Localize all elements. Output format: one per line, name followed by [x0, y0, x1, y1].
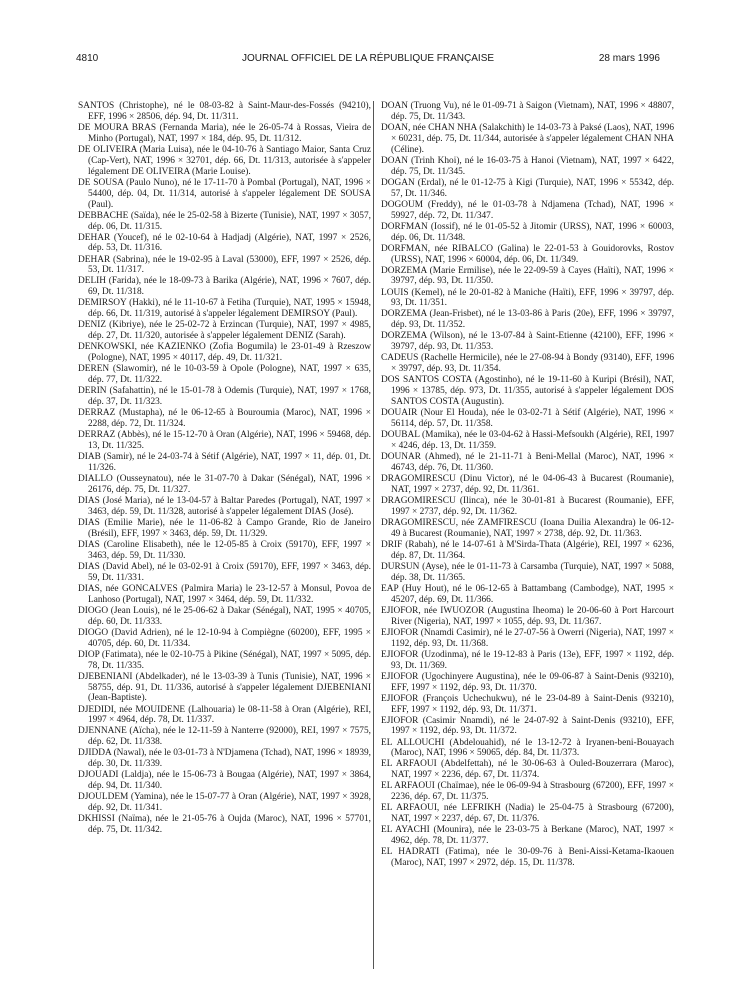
naturalization-entry: DORZEMA (Wilson), né le 13-07-84 à Saint-Etienne (42100), EFF, 1996 × 39797, dép. 93, Dt. 11/353.: [381, 331, 674, 353]
naturalization-entry: DE OLIVEIRA (Maria Luisa), née le 04-10-76 à Santiago Maior, Santa Cruz (Cap-Vert), NAT, 1996 × 32701, dép. 66, Dt. 11/313, autorisée à s'appeler légalement DE OLIVEIRA (Marie Louise).: [78, 144, 371, 177]
naturalization-entry: DEHAR (Youcef), né le 02-10-64 à Hadjadj (Algérie), NAT, 1997 × 2526, dép. 53, Dt. 11/316.: [78, 232, 371, 254]
naturalization-entry: DOS SANTOS COSTA (Agostinho), né le 19-11-60 à Kuripi (Brésil), NAT, 1996 × 13785, dép. 973, Dt. 11/355, autorisé à s'appeler légalement DOS SANTOS COSTA (Augustin).: [381, 375, 674, 408]
naturalization-entry: DIAS (José Maria), né le 13-04-57 à Baltar Paredes (Portugal), NAT, 1997 × 3463, dép. 59, Dt. 11/328, autorisé à s'appeler légalement DIAS (José).: [78, 496, 371, 517]
naturalization-entry: DURSUN (Ayse), née le 01-11-73 à Carsamba (Turquie), NAT, 1997 × 5088, dép. 38, Dt. 11/365.: [381, 561, 674, 583]
naturalization-entry: EL ALLOUCHI (Abdelouahid), né le 13-12-72 à Iryanen-beni-Bouayach (Maroc), NAT, 1996 × 59065, dép. 84, Dt. 11/373.: [381, 737, 674, 759]
naturalization-entry: DENKOWSKI, née KAZIENKO (Zofia Bogumila) le 23-01-49 à Rzeszow (Pologne), NAT, 1995 × 40117, dép. 49, Dt. 11/321.: [78, 342, 371, 364]
naturalization-entry: LOUIS (Kemel), né le 20-01-82 à Maniche (Haïti), EFF, 1996 × 39797, dép. 93, Dt. 11/351.: [381, 287, 674, 309]
naturalization-entry: EJIOFOR (François Uchechukwu), né le 23-04-89 à Saint-Denis (93210), EFF, 1997 × 1192, dép. 93, Dt. 11/371.: [381, 693, 674, 715]
naturalization-entry: DERIN (Safahattin), né le 15-01-78 à Odemis (Turquie), NAT, 1997 × 1768, dép. 37, Dt. 11/323.: [78, 386, 371, 408]
naturalization-entry: DIOP (Fatimata), née le 02-10-75 à Pikine (Sénégal), NAT, 1997 × 5095, dép. 78, Dt. 11/335.: [78, 649, 371, 671]
naturalization-entry: DIAS (Caroline Elisabeth), née le 12-05-85 à Croix (59170), EFF, 1997 × 3463, dép. 59, Dt. 11/330.: [78, 539, 371, 561]
naturalization-entry: DRAGOMIRESCU, née ZAMFIRESCU (Ioana Duilia Alexandra) le 06-12-49 à Bucarest (Roumanie), NAT, 1997 × 2738, dép. 92, Dt. 11/363.: [381, 517, 674, 539]
naturalization-entry: EJIOFOR, née IWUOZOR (Augustina Iheoma) le 20-06-60 à Port Harcourt River (Nigeria), NAT, 1997 × 1055, dép. 93, Dt. 11/367.: [381, 605, 674, 627]
naturalization-entry: DE MOURA BRAS (Fernanda Maria), née le 26-05-74 à Rossas, Vieira de Minho (Portugal), NAT, 1997 × 184, dép. 95, Dt. 11/312.: [78, 122, 371, 144]
naturalization-entry: DOGAN (Erdal), né le 01-12-75 à Kigi (Turquie), NAT, 1996 × 55342, dép. 57, Dt. 11/346.: [381, 177, 674, 199]
naturalization-entry: EL ARFAOUI, née LEFRIKH (Nadia) le 25-04-75 à Strasbourg (67200), NAT, 1997 × 2237, dép. 67, Dt. 11/376.: [381, 803, 674, 825]
naturalization-entry: EL ARFAOUI (Chaïmae), née le 06-09-94 à Strasbourg (67200), EFF, 1997 × 2236, dép. 67, Dt. 11/375.: [381, 781, 674, 803]
naturalization-entry: DIAS (Emilie Marie), née le 11-06-82 à Campo Grande, Rio de Janeiro (Brésil), EFF, 1997 × 3463, dép. 59, Dt. 11/329.: [78, 517, 371, 539]
naturalization-entry: DERRAZ (Mustapha), né le 06-12-65 à Bouroumia (Maroc), NAT, 1996 × 2288, dép. 72, Dt. 11/324.: [78, 408, 371, 430]
naturalization-entry: DORZEMA (Jean-Frisbet), né le 13-03-86 à Paris (20e), EFF, 1996 × 39797, dép. 93, Dt. 11/352.: [381, 309, 674, 331]
naturalization-entry: DORZEMA (Marie Ermilise), née le 22-09-59 à Cayes (Haïti), NAT, 1996 × 39797, dép. 93, Dt. 11/350.: [381, 265, 674, 287]
naturalization-entry: DIAB (Samir), né le 24-03-74 à Sétif (Algérie), NAT, 1997 × 11, dép. 01, Dt. 11/326.: [78, 452, 371, 474]
naturalization-entry: DOUBAL (Mamika), née le 03-04-62 à Hassi-Mefsoukh (Algérie), REI, 1997 × 4246, dép. 13, Dt. 11/359.: [381, 430, 674, 452]
naturalization-entry: DJOULDEM (Yamina), née le 15-07-77 à Oran (Algérie), NAT, 1997 × 3928, dép. 92, Dt. 11/341.: [78, 792, 371, 814]
naturalization-entry: DJEBENIANI (Abdelkader), né le 13-03-39 à Tunis (Tunisie), NAT, 1996 × 58755, dép. 91, Dt. 11/336, autorisé à s'appeler légalement DJEBENIANI (Jean-Baptiste).: [78, 671, 371, 704]
naturalization-entry: DIAS (David Abel), né le 03-02-91 à Croix (59170), EFF, 1997 × 3463, dép. 59, Dt. 11/331.: [78, 561, 371, 583]
naturalization-entry: EAP (Huy Hout), né le 06-12-65 à Battambang (Cambodge), NAT, 1995 × 45207, dép. 69, Dt. 11/366.: [381, 583, 674, 605]
naturalization-entry: DIOGO (Jean Louis), né le 25-06-62 à Dakar (Sénégal), NAT, 1995 × 40705, dép. 60, Dt. 11/333.: [78, 605, 371, 627]
naturalization-entry: EJIOFOR (Uzodinma), né le 19-12-83 à Paris (13e), EFF, 1997 × 1192, dép. 93, Dt. 11/369.: [381, 649, 674, 671]
naturalization-entry: DORFMAN (Iossif), né le 01-05-52 à Jitomir (URSS), NAT, 1996 × 60003, dép. 06, Dt. 11/348.: [381, 221, 674, 243]
naturalization-entry: DKHISSI (Naïma), née le 21-05-76 à Oujda (Maroc), NAT, 1996 × 57701, dép. 75, Dt. 11/342.: [78, 814, 371, 836]
naturalization-entry: DIAS, née GONCALVES (Palmira Maria) le 23-12-57 à Monsul, Povoa de Lanhoso (Portugal), NAT, 1997 × 3464, dép. 59, Dt. 11/332.: [78, 583, 371, 605]
naturalization-entry: DERRAZ (Abbès), né le 15-12-70 à Oran (Algérie), NAT, 1996 × 59468, dép. 13, Dt. 11/325.: [78, 430, 371, 452]
naturalization-entry: EJIOFOR (Ugochinyere Augustina), née le 09-06-87 à Saint-Denis (93210), EFF, 1997 × 1192, dép. 93, Dt. 11/370.: [381, 671, 674, 693]
naturalization-entry: DE SOUSA (Paulo Nuno), né le 17-11-70 à Pombal (Portugal), NAT, 1996 × 54400, dép. 04, Dt. 11/314, autorisé à s'appeler légalement DE SOUSA (Paul).: [78, 177, 371, 210]
page-number: 4810: [76, 53, 99, 64]
naturalization-entry: DJIDDA (Nawal), née le 03-01-73 à N'Djamena (Tchad), NAT, 1996 × 18939, dép. 30, Dt. 11/339.: [78, 748, 371, 770]
naturalization-entry: CADEUS (Rachelle Hermicile), née le 27-08-94 à Bondy (93140), EFF, 1996 × 39797, dép. 93, Dt. 11/354.: [381, 353, 674, 375]
naturalization-entry: DEHAR (Sabrina), née le 19-02-95 à Laval (53000), EFF, 1997 × 2526, dép. 53, Dt. 11/317.: [78, 254, 371, 276]
naturalization-entry: DEREN (Slawomir), né le 10-03-59 à Opole (Pologne), NAT, 1997 × 635, dép. 77, Dt. 11/322.: [78, 364, 371, 386]
issue-date: 28 mars 1996: [598, 53, 660, 64]
naturalization-entry: EL ARFAOUI (Abdelfettah), né le 30-06-63 à Ouled-Bouzerrara (Maroc), NAT, 1997 × 2236, dép. 67, Dt. 11/374.: [381, 759, 674, 781]
naturalization-entry: DOAN (Trinh Khoi), né le 16-03-75 à Hanoi (Vietnam), NAT, 1997 × 6422, dép. 75, Dt. 11/345.: [381, 155, 674, 177]
naturalization-entry: DELIH (Farida), née le 18-09-73 à Barika (Algérie), NAT, 1996 × 7607, dép. 69, Dt. 11/318.: [78, 276, 371, 298]
naturalization-entry: SANTOS (Christophe), né le 08-03-82 à Saint-Maur-des-Fossés (94210), EFF, 1996 × 28506, dép. 94, Dt. 11/311.: [78, 101, 371, 122]
naturalization-entry: EL HADRATI (Fatima), née le 30-09-76 à Beni-Aissi-Ketama-Ikaouen (Maroc), NAT, 1997 × 2972, dép. 15, Dt. 11/378.: [381, 847, 674, 869]
right-column: [381, 101, 674, 869]
naturalization-entry: DOUAIR (Nour El Houda), née le 03-02-71 à Sétif (Algérie), NAT, 1996 × 56114, dép. 57, Dt. 11/358.: [381, 408, 674, 430]
naturalization-entry: DRAGOMIRESCU (Ilinca), née le 30-01-81 à Bucarest (Roumanie), EFF, 1997 × 2737, dép. 92, Dt. 11/362.: [381, 496, 674, 517]
naturalization-entry: DOAN (Truong Vu), né le 01-09-71 à Saigon (Vietnam), NAT, 1996 × 48807, dép. 75, Dt. 11/343.: [381, 101, 674, 122]
naturalization-entry: DOAN, née CHAN NHA (Salakchith) le 14-03-73 à Paksé (Laos), NAT, 1996 × 60231, dép. 75, Dt. 11/344, autorisée à s'appeler légalement CHAN NHA (Céline).: [381, 122, 674, 155]
naturalization-entry: DORFMAN, née RIBALCO (Galina) le 22-01-53 à Gouidorovks, Rostov (URSS), NAT, 1996 × 60004, dép. 06, Dt. 11/349.: [381, 243, 674, 265]
naturalization-entry: DEMIRSOY (Hakki), né le 11-10-67 à Fetiha (Turquie), NAT, 1995 × 15948, dép. 66, Dt. 11/319, autorisé à s'appeler légalement DEMIRSOY (Paul).: [78, 298, 371, 320]
journal-title: JOURNAL OFFICIEL DE LA RÉPUBLIQUE FRANÇAISE: [241, 53, 495, 64]
column-divider: [373, 101, 374, 969]
naturalization-entry: DRAGOMIRESCU (Dinu Victor), né le 04-06-43 à Bucarest (Roumanie), NAT, 1997 × 2737, dép. 92, Dt. 11/361.: [381, 474, 674, 495]
naturalization-entry: DJENNANE (Aïcha), née le 12-11-59 à Nanterre (92000), REI, 1997 × 7575, dép. 62, Dt. 11/338.: [78, 726, 371, 748]
naturalization-entry: DENIZ (Kibriye), née le 25-02-72 à Erzincan (Turquie), NAT, 1997 × 4985, dép. 27, Dt. 11/320, autorisée à s'appeler légalement DENIZ (Sarah).: [78, 320, 371, 342]
page-header: [76, 53, 660, 71]
naturalization-entry: DOUNAR (Ahmed), né le 21-11-71 à Beni-Mellal (Maroc), NAT, 1996 × 46743, dép. 76, Dt. 11/360.: [381, 452, 674, 474]
naturalization-entry: DOGOUM (Freddy), né le 01-03-78 à Ndjamena (Tchad), NAT, 1996 × 59927, dép. 72, Dt. 11/347.: [381, 199, 674, 221]
naturalization-entry: EJIOFOR (Nnamdi Casimir), né le 27-07-56 à Owerri (Nigeria), NAT, 1997 × 1192, dép. 93, Dt. 11/368.: [381, 627, 674, 649]
naturalization-entry: EL AYACHI (Mounira), née le 23-03-75 à Berkane (Maroc), NAT, 1997 × 4962, dép. 78, Dt. 11/377.: [381, 825, 674, 847]
naturalization-entry: DEBBACHE (Saïda), née le 25-02-58 à Bizerte (Tunisie), NAT, 1997 × 3057, dép. 06, Dt. 11/315.: [78, 210, 371, 232]
left-column: [78, 101, 371, 836]
naturalization-entry: EJIOFOR (Casimir Nnamdi), né le 24-07-92 à Saint-Denis (93210), EFF, 1997 × 1192, dép. 93, Dt. 11/372.: [381, 715, 674, 737]
naturalization-entry: DIOGO (David Adrien), né le 12-10-94 à Compiègne (60200), EFF, 1995 × 40705, dép. 60, Dt. 11/334.: [78, 627, 371, 649]
naturalization-entry: DJOUADI (Laldja), née le 15-06-73 à Bougaa (Algérie), NAT, 1997 × 3864, dép. 94, Dt. 11/340.: [78, 770, 371, 792]
naturalization-entry: DIALLO (Ousseynatou), née le 31-07-70 à Dakar (Sénégal), NAT, 1996 × 26176, dép. 75, Dt. 11/327.: [78, 474, 371, 495]
naturalization-entry: DJEDIDI, née MOUIDENE (Lalhouaria) le 08-11-58 à Oran (Algérie), REI, 1997 × 4964, dép. 78, Dt. 11/337.: [78, 704, 371, 726]
naturalization-entry: DRIF (Rabah), né le 14-07-61 à M'Sirda-Thata (Algérie), REI, 1997 × 6236, dép. 87, Dt. 11/364.: [381, 539, 674, 561]
